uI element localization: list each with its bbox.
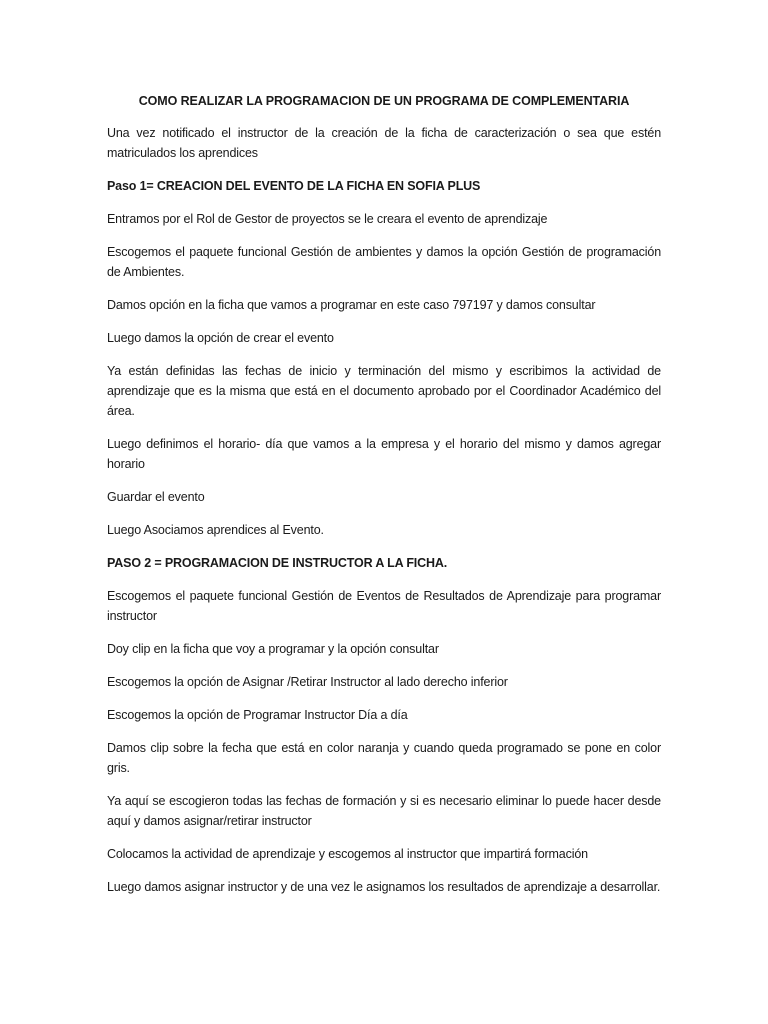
paragraph: Damos clip sobre la fecha que está en color naranja y cuando queda programado se pone en color gris. <box>107 741 661 775</box>
paragraph: Damos opción en la ficha que vamos a programar en este caso 797197 y damos consultar <box>107 298 596 312</box>
paragraph: Luego damos la opción de crear el evento <box>107 331 334 345</box>
document-page <box>107 92 661 910</box>
paragraph: Ya están definidas las fechas de inicio y terminación del mismo y escribimos la actividad de aprendizaje que es la misma que está en el documento aprobado por el Coordinador Académico del área. <box>107 364 661 418</box>
document-body <box>107 123 661 897</box>
document-title: COMO REALIZAR LA PROGRAMACION DE UN PROGRAMA DE COMPLEMENTARIA <box>138 94 630 108</box>
paragraph: Doy clip en la ficha que voy a programar y la opción consultar <box>107 642 439 656</box>
section-heading: Paso 1= CREACION DEL EVENTO DE LA FICHA EN SOFIA PLUS <box>107 179 481 193</box>
paragraph: Luego damos asignar instructor y de una vez le asignamos los resultados de aprendizaje a desarrollar. <box>107 880 661 894</box>
paragraph: Una vez notificado el instructor de la creación de la ficha de caracterización o sea que estén matriculados los aprendices <box>107 126 661 160</box>
paragraph: Luego Asociamos aprendices al Evento. <box>107 523 324 537</box>
paragraph: Escogemos la opción de Programar Instructor Día a día <box>107 708 408 722</box>
section-heading: PASO 2 = PROGRAMACION DE INSTRUCTOR A LA FICHA. <box>107 556 448 570</box>
paragraph: Luego definimos el horario- día que vamos a la empresa y el horario del mismo y damos agregar horario <box>107 437 661 471</box>
paragraph: Entramos por el Rol de Gestor de proyectos se le creara el evento de aprendizaje <box>107 212 548 226</box>
paragraph: Escogemos el paquete funcional Gestión de Eventos de Resultados de Aprendizaje para programar instructor <box>107 589 661 623</box>
paragraph: Guardar el evento <box>107 490 205 504</box>
paragraph: Escogemos la opción de Asignar /Retirar Instructor al lado derecho inferior <box>107 675 508 689</box>
paragraph: Colocamos la actividad de aprendizaje y escogemos al instructor que impartirá formación <box>107 847 588 861</box>
paragraph: Escogemos el paquete funcional Gestión de ambientes y damos la opción Gestión de programación de Ambientes. <box>107 245 661 279</box>
paragraph: Ya aquí se escogieron todas las fechas de formación y si es necesario eliminar lo puede hacer desde aquí y damos asignar/retirar instructor <box>107 794 661 828</box>
